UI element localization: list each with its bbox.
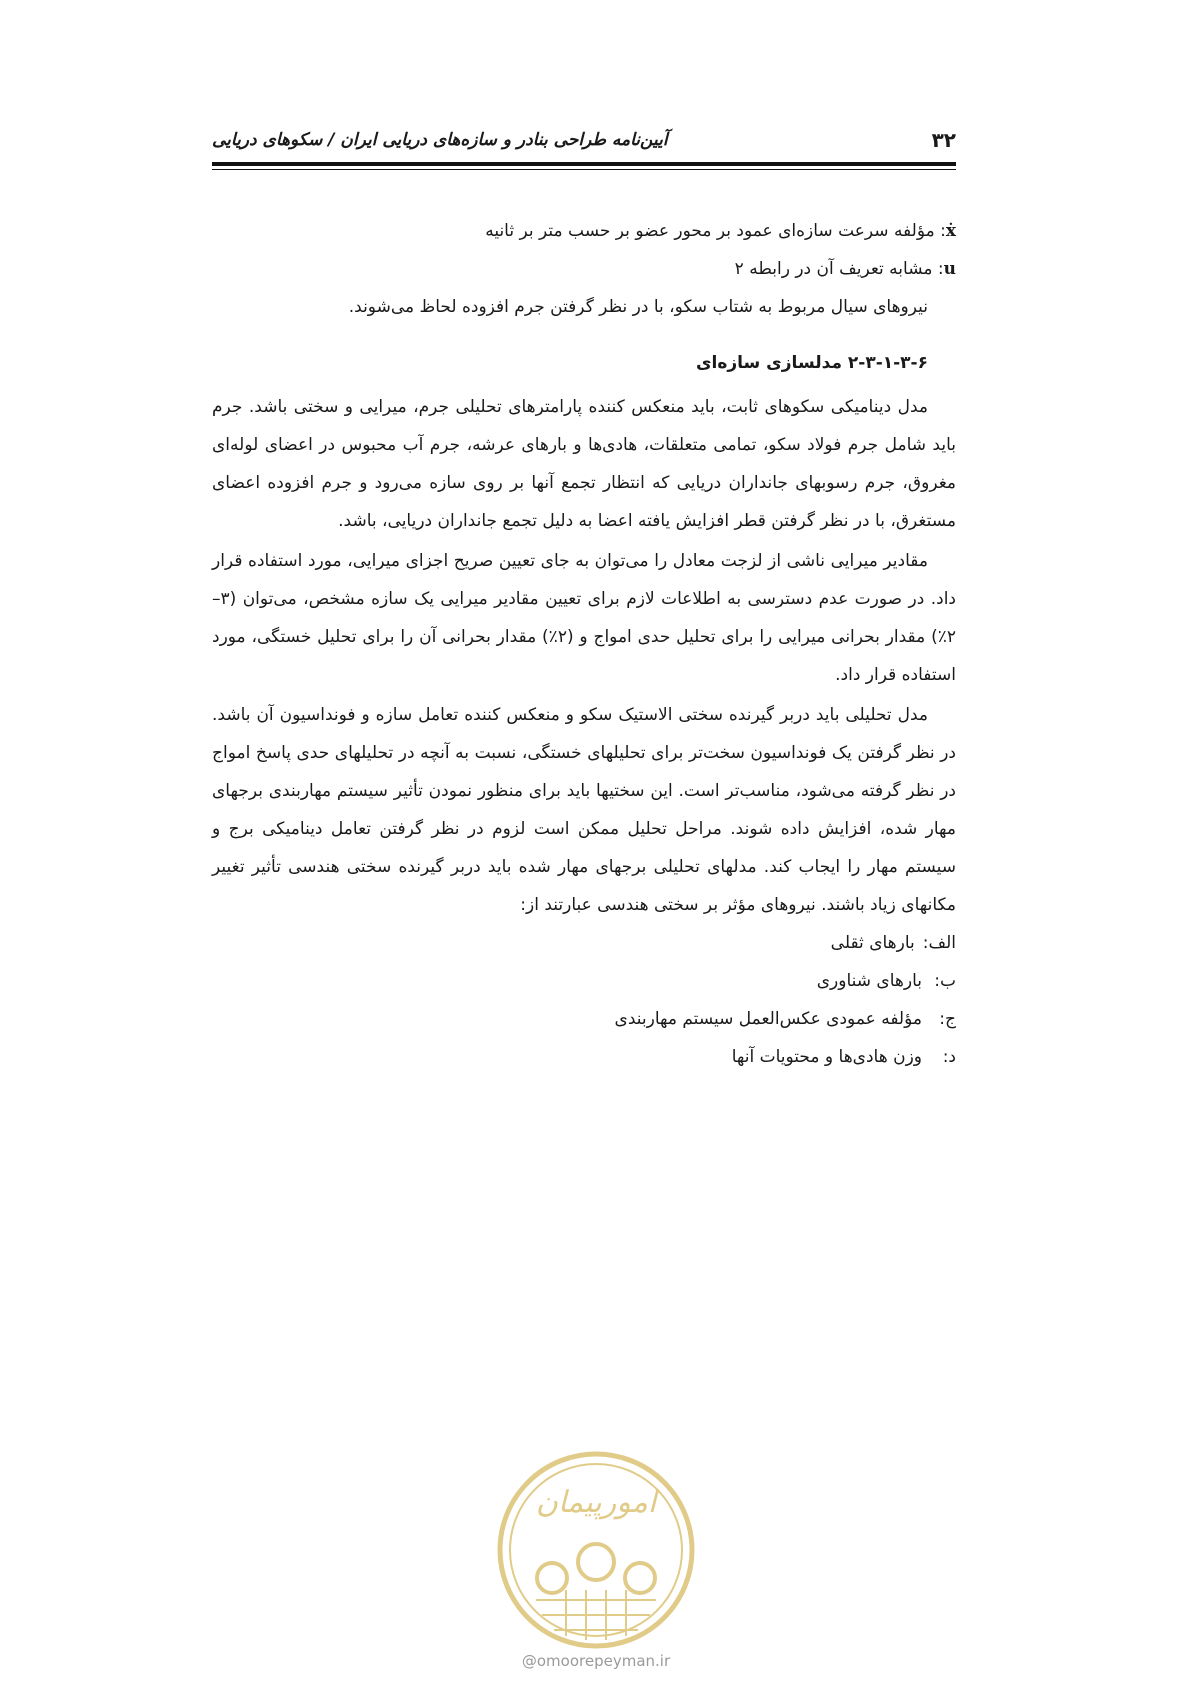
body-paragraph: مدل تحلیلی باید دربر گیرنده سختی الاستیک سکو و منعکس کننده تعامل سازه و فونداسیون آن باشد. در نظر گرفتن یک فونداسیون سخت‌تر برای تحلیلهای خستگی، نسبت به آنچه در تحلیلهای حدی پاسخ امواج در نظر گرفته می‌شود، مناسب‌تر است. این سختیها باید برای منظور نمودن تأثیر سیستم مهاربندی برجهای مهار شده، افزایش داده شوند. مراحل تحلیل ممکن است لزوم در نظر گرفتن تعامل دینامیکی برج و سیستم مهار را ایجاب کند. مدلهای تحلیلی برجهای مهار شده باید دربر گیرنده سختی هندسی تأثیر تغییر مکانهای زیاد باشند. نیروهای مؤثر بر سختی هندسی عبارتند از: [212, 705, 956, 915]
list-text: بارهای ثقلی [830, 933, 915, 953]
definition-symbol: ẋ [945, 221, 956, 241]
definition-line [212, 212, 956, 250]
definition-line [212, 250, 956, 288]
watermark-site-text: omoorepeyman.ir [536, 1652, 671, 1670]
intro-line: نیروهای سیال مربوط به شتاب سکو، با در نظر گرفتن جرم افزوده لحاظ می‌شوند. [348, 297, 928, 317]
body-paragraph: مقادیر میرایی ناشی از لزجت معادل را می‌توان به جای تعیین صریح اجزای میرایی، مورد استفاده قرار داد. در صورت عدم دسترسی به اطلاعات لازم برای تعیین مقادیر میرایی یک سازه مشخص، می‌توان (۳–۲٪) مقدار بحرانی میرایی را برای تحلیل حدی امواج و (۲٪) مقدار بحرانی آن را برای تحلیل خستگی، مورد استفاده قرار داد. [212, 551, 956, 685]
running-title: آیین‌نامه طراحی بنادر و سازه‌های دریایی ایران / سکوهای دریایی [212, 130, 668, 150]
header-rule-thin [212, 169, 956, 170]
section-heading: ۲-۳-۱-۳-۶ مدلسازی سازه‌ای [695, 353, 928, 373]
list-text: وزن هادی‌ها و محتویات آنها [731, 1047, 922, 1067]
list-text: بارهای شناوری [816, 971, 922, 991]
definition-symbol: u [943, 259, 956, 279]
page-header [212, 128, 956, 154]
watermark-logo-icon [496, 1450, 696, 1650]
list-item [212, 924, 956, 962]
definition-text: : مؤلفه سرعت سازه‌ای عمود بر محور عضو بر حسب متر بر ثانیه [485, 221, 946, 241]
list-item [212, 1000, 956, 1038]
list-marker: ب: [934, 971, 956, 991]
list-marker: د: [942, 1047, 956, 1067]
svg-text:امورپیمان: امورپیمان [535, 1485, 657, 1520]
definition-text: : مشابه تعریف آن در رابطه ۲ [734, 259, 944, 279]
header-rule-thick [212, 162, 956, 166]
list-marker: الف: [922, 933, 956, 953]
watermark-site: @omoorepeyman.ir [521, 1652, 671, 1670]
force-list [212, 924, 956, 1076]
page-number: ۳۲ [931, 128, 956, 152]
list-marker: ج: [939, 1009, 956, 1029]
page-content [212, 212, 956, 1076]
body-paragraph: مدل دینامیکی سکوهای ثابت، باید منعکس کننده پارامترهای تحلیلی جرم، میرایی و سختی باشد. جرم باید شامل جرم فولاد سکو، تمامی متعلقات، هادی‌ها و بارهای عرشه، جرم آب محبوس در اعضای لوله‌ای مغروق، جرم رسوبهای جانداران دریایی که انتظار تجمع آنها بر روی سازه می‌رود و جرم افزوده اعضای مستغرق، با در نظر گرفتن قطر افزایش یافته اعضا به دلیل تجمع جانداران دریایی، باشد. [212, 397, 956, 531]
list-text: مؤلفه عمودی عکس‌العمل سیستم مهاربندی [614, 1009, 922, 1029]
list-item [212, 962, 956, 1000]
list-item [212, 1038, 956, 1076]
